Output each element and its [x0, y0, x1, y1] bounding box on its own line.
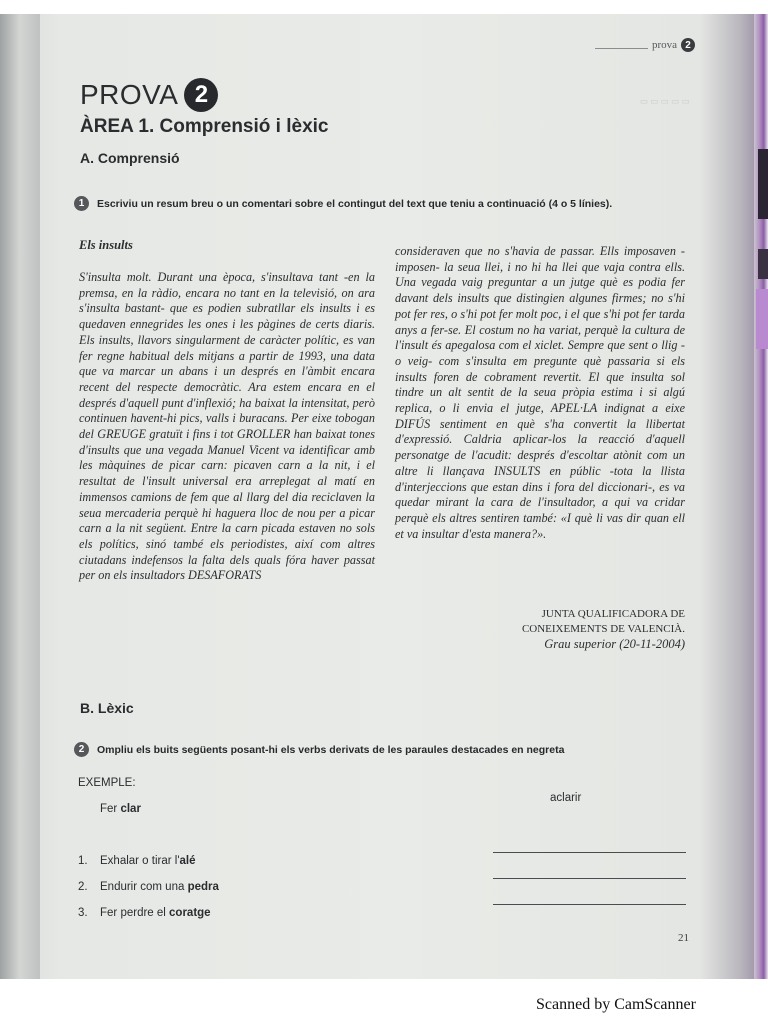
example-prefix: Fer [100, 803, 121, 815]
running-header [595, 38, 695, 52]
header-label: prova [651, 39, 677, 51]
answer-line-2[interactable] [493, 878, 686, 879]
example-label: EXEMPLE: [78, 777, 136, 789]
title-number-badge: 2 [184, 78, 218, 112]
page-number: 21 [678, 932, 689, 944]
article-source [470, 607, 685, 652]
question-number-badge: 1 [74, 196, 89, 211]
article-paragraph-1: S'insulta molt. Durant una època, s'insultava tant -en la premsa, en la ràdio, encara no tant en la televisió, on ara s'insulta bastant- que es podien subratllar els insults i es quedaven ennegrides les ones i les pàgines de certs diaris. Els insults, llavors singularment de caràcter polític, es van fer regne habitual dels mitjans a partir de 1993, una data que va marcar un abans i un després en l'àmbit encara recent del respecte democràtic. Ara estem encara en el després d'aquell punt d'inflexió; ha baixat la intensitat, però continuen havent-hi pics, valls i buracans. Per eixe tobogan del GREUGE gratuït i fins i tot GROLLER han baixat tones d'insults que una vegada Manuel Vicent va identificar amb les màquines de picar carn: picaven carn a la nit, i el resultat de l'insult universal era arreplegat al matí en immensos camions de fem que al llarg del dia reciclaven la seua mercaderia perquè hi haguera lloc de nou per a picar carn a la nit següent. Entre la carn picada estaven no sols els polítics, sinó també els periodistes, així com altres ciutadans indefensos la falta dels quals fóra haver passat per on els insultadors DESAFORATS [79, 270, 375, 583]
item-number: 2. [78, 881, 88, 893]
answer-line-1[interactable] [493, 852, 686, 853]
source-date: Grau superior (20-11-2004) [544, 637, 685, 651]
example-item [100, 803, 141, 815]
section-a-heading: A. Comprensió [80, 150, 180, 166]
question-text: Ompliu els buits següents posant-hi els verbs derivats de les paraules destacades en negreta [97, 743, 565, 756]
source-line-1: JUNTA QUALIFICADORA DE [541, 608, 685, 620]
exercise-item-2 [78, 881, 219, 893]
article-paragraph-2: consideraven que no s'havia de passar. Ells imposaven -imposen- la seua llei, i no hi ha llei que vaja contra ells. Una vegada vaig preguntar a un jutge què es podia fer davant dels insults que distingien algunes firmes; no s'hi pot fer res, o s'hi pot fer molt poc, i el que s'hi pot fer tarda anys a fer-se. El costum no ha variat, perquè la cultura de l'insult és apegalosa com el xiclet. Sempre que sent o llig -o veig- com s'insulta em pregunte què passaria si els insults foren de cobrament revertit. El que insulta sol tindre un alt sentit de la seua pròpia estima i si algú replica, o li envia el jutge, APEL·LA indignat a eixe DIFÚS sentiment en què s'ha convertit la llibertat d'expressió. Caldria aplicar-los la reacció d'aquell personatge de l'acudit: després d'escoltar atònit com un altre li llançava INSULTS en públic -tota la llista d'interjeccions que estan dins i fora del diccionari-, es va quedar mirant la cara de l'insultador, a qui va cridar perquè els altres sentiren també: «I què li vas dir quan ell et va insultar d'esta manera?». [395, 244, 685, 541]
item-bold-word: alé [179, 855, 196, 867]
adjacent-page-edge [0, 14, 40, 979]
exercise-item-1 [78, 855, 196, 867]
example-bold-word: clar [120, 803, 141, 815]
question-number-badge: 2 [74, 742, 89, 757]
article-title: Els insults [79, 238, 133, 252]
answer-line-3[interactable] [493, 904, 686, 905]
item-prefix: Exhalar o tirar l' [100, 855, 180, 867]
example-answer: aclarir [550, 792, 582, 804]
question-2 [74, 742, 564, 757]
item-number: 1. [78, 855, 88, 867]
item-number: 3. [78, 907, 88, 919]
page-title [80, 78, 218, 112]
background-edge [754, 14, 768, 979]
item-bold-word: coratge [169, 907, 211, 919]
article-right-column [395, 244, 685, 542]
item-prefix: Endurir com una [100, 881, 188, 893]
question-1 [74, 196, 612, 211]
scanned-photo [0, 14, 768, 979]
show-through-text: ▭ ▭ ▭ ▭ ▭ [640, 96, 690, 106]
item-bold-word: pedra [187, 881, 219, 893]
item-prefix: Fer perdre el [100, 907, 170, 919]
header-rule [595, 48, 648, 49]
title-word: PROVA [80, 79, 179, 110]
article-left-column [79, 270, 375, 584]
source-line-2: CONEIXEMENTS DE VALENCIÀ. [521, 623, 685, 635]
exercise-item-3 [78, 907, 211, 919]
section-b-heading: B. Lèxic [80, 700, 134, 716]
scanner-watermark: Scanned by CamScanner [536, 996, 696, 1013]
area-heading: ÀREA 1. Comprensió i lèxic [80, 116, 329, 137]
header-number-badge: 2 [681, 38, 695, 52]
question-text: Escriviu un resum breu o un comentari sobre el contingut del text que teniu a continuació (4 o 5 línies). [97, 197, 613, 210]
